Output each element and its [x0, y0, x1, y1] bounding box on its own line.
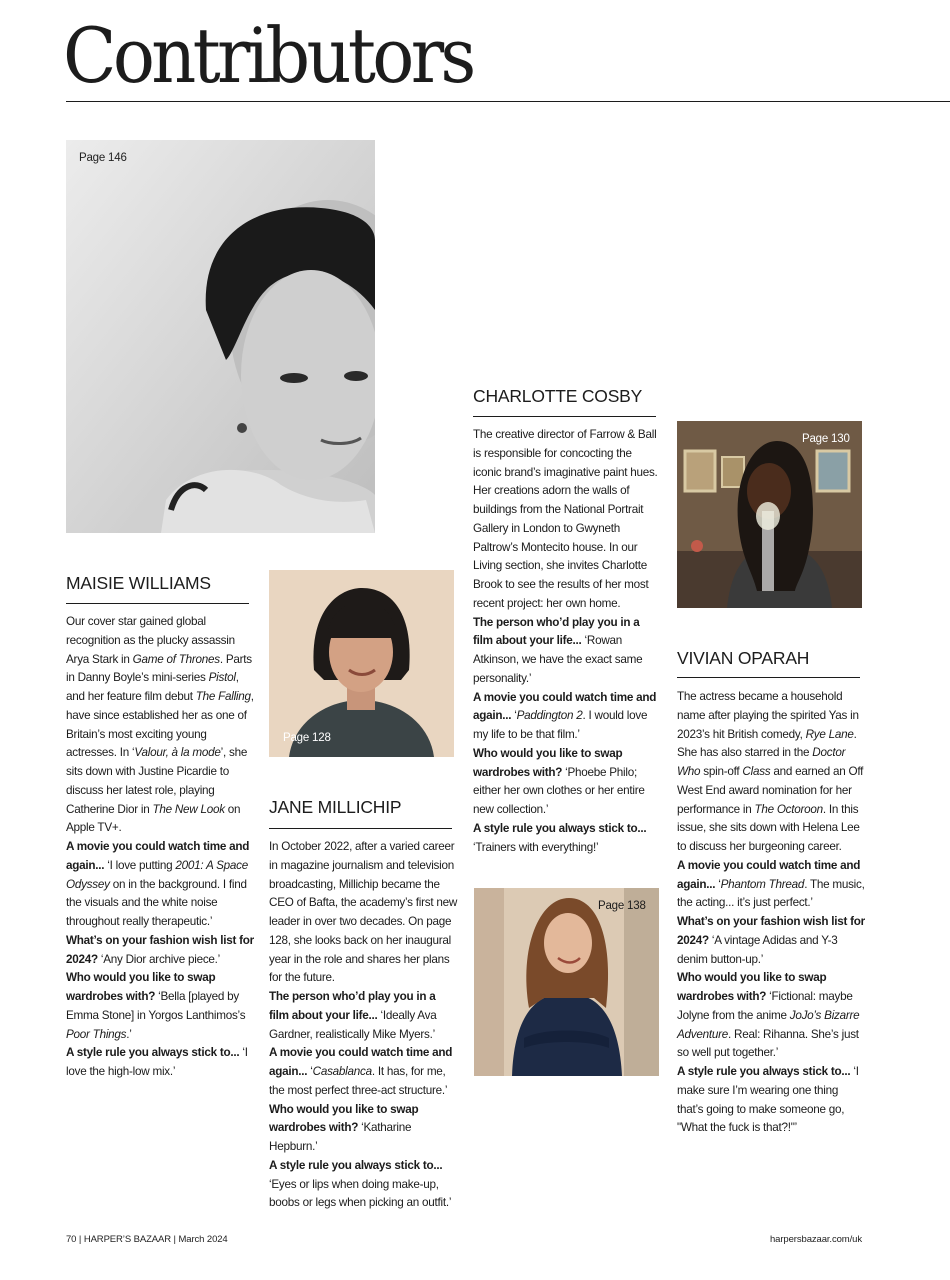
title-divider	[66, 101, 950, 102]
vivian-photo	[474, 888, 659, 1076]
charlotte-photo	[677, 421, 862, 608]
jane-photo	[269, 570, 454, 757]
jane-portrait-illustration	[269, 570, 454, 757]
maisie-page-ref[interactable]: Page 146	[79, 152, 127, 164]
charlotte-bio: The creative director of Farrow & Ball is responsible for concocting the iconic brand’s imaginative paint hues. Her creations adorn the walls of buildings from the National Portrait Gallery in London to Gwyneth Paltrow’s Montecito house. In our Living section, she invites Charlotte Brook to see the results of her most recent project: her own home. The person who’d play you in a film about your life... ‘Rowan Atkinson, we have the exact same personality.’ A movie you could watch time and again... ‘Paddington 2. I would love my life to be that film.’ Who would you like to swap wardrobes with? ‘Phoebe Philo; either her own clothes or her entire new collection.’ A style rule you always stick to... ‘Trainers with everything!’	[473, 428, 658, 854]
vivian-name: VIVIAN OPARAH	[677, 648, 810, 668]
jane-name: JANE MILLICHIP	[269, 797, 402, 817]
charlotte-name-rule	[473, 416, 656, 417]
jane-bio: In October 2022, after a varied career in magazine journalism and television broadcasting, Millichip became the CEO of Bafta, the academy’s first new leader in over two decades. On page 128, she looks back on her inaugural year in the role and shares her plans for the future. The person who’d play you in a film about your life... ‘Ideally Ava Gardner, realistically Mike Myers.’ A movie you could watch time and again... ‘Casablanca. It has, for me, the most perfect three-act structure.’ Who would you like to swap wardrobes with? ‘Katharine Hepburn.’ A style rule you always stick to... ‘Eyes or lips when doing make-up, boobs or legs when picking an outfit.’	[269, 840, 458, 1210]
maisie-photo	[66, 140, 375, 533]
maisie-name: MAISIE WILLIAMS	[66, 573, 211, 593]
maisie-portrait-illustration	[66, 140, 375, 533]
charlotte-name: CHARLOTTE COSBY	[473, 386, 643, 406]
maisie-name-rule	[66, 603, 249, 604]
vivian-bio: The actress became a household name after playing the spirited Yas in 2023’s hit British comedy, Rye Lane. She has also starred in the Doctor Who spin-off Class and earned an Off West End award nomination for her performance in The Octoroon. In this issue, she sits down with Helena Lee to discuss her burgeoning career. A movie you could watch time and again... ‘Phantom Thread. The music, the acting... it’s just perfect.’ What’s on your fashion wish list for 2024? ‘A vintage Adidas and Y-3 denim button-up.’ Who would you like to swap wardrobes with? ‘Fictional: maybe Jolyne from the anime JoJo’s Bizarre Adventure. Real: Rihanna. She’s just so well put together.’ A style rule you always stick to... ‘I make sure I’m wearing one thing that’s going to make someone go, "What the fuck is that?!"’	[677, 690, 865, 1135]
charlotte-page-ref[interactable]: Page 130	[802, 433, 850, 445]
vivian-name-rule	[677, 677, 860, 678]
maisie-bio: Our cover star gained global recognition as the plucky assassin Arya Stark in Game of Thrones. Parts in Danny Boyle’s mini-series Pistol, and her feature film debut The Falling, have since established her as one of Britain’s most exciting young actresses. In ‘Valour, à la mode’, she sits down with Justine Picardie to discuss her latest role, playing Catherine Dior in The New Look on Apple TV+. A movie you could watch time and again... ‘I love putting 2001: A Space Odyssey on in the background. I find the visuals and the white noise throughout really therapeutic.’ What’s on your fashion wish list for 2024? ‘Any Dior archive piece.’ Who would you like to swap wardrobes with? ‘Bella [played by Emma Stone] in Yorgos Lanthimos’s Poor Things.’ A style rule you always stick to... ‘I love the high-low mix.’	[66, 615, 254, 1078]
vivian-photo-illustration	[474, 888, 659, 1076]
footer-website-link[interactable]: harpersbazaar.com/uk	[770, 1234, 862, 1245]
charlotte-photo-illustration	[677, 421, 862, 608]
jane-page-ref[interactable]: Page 128	[283, 732, 331, 744]
vivian-page-ref[interactable]: Page 138	[598, 900, 646, 912]
footer-issue-info: 70 | HARPER’S BAZAAR | March 2024	[66, 1234, 228, 1245]
jane-name-rule	[269, 828, 452, 829]
page-title: Contributors	[63, 11, 473, 100]
